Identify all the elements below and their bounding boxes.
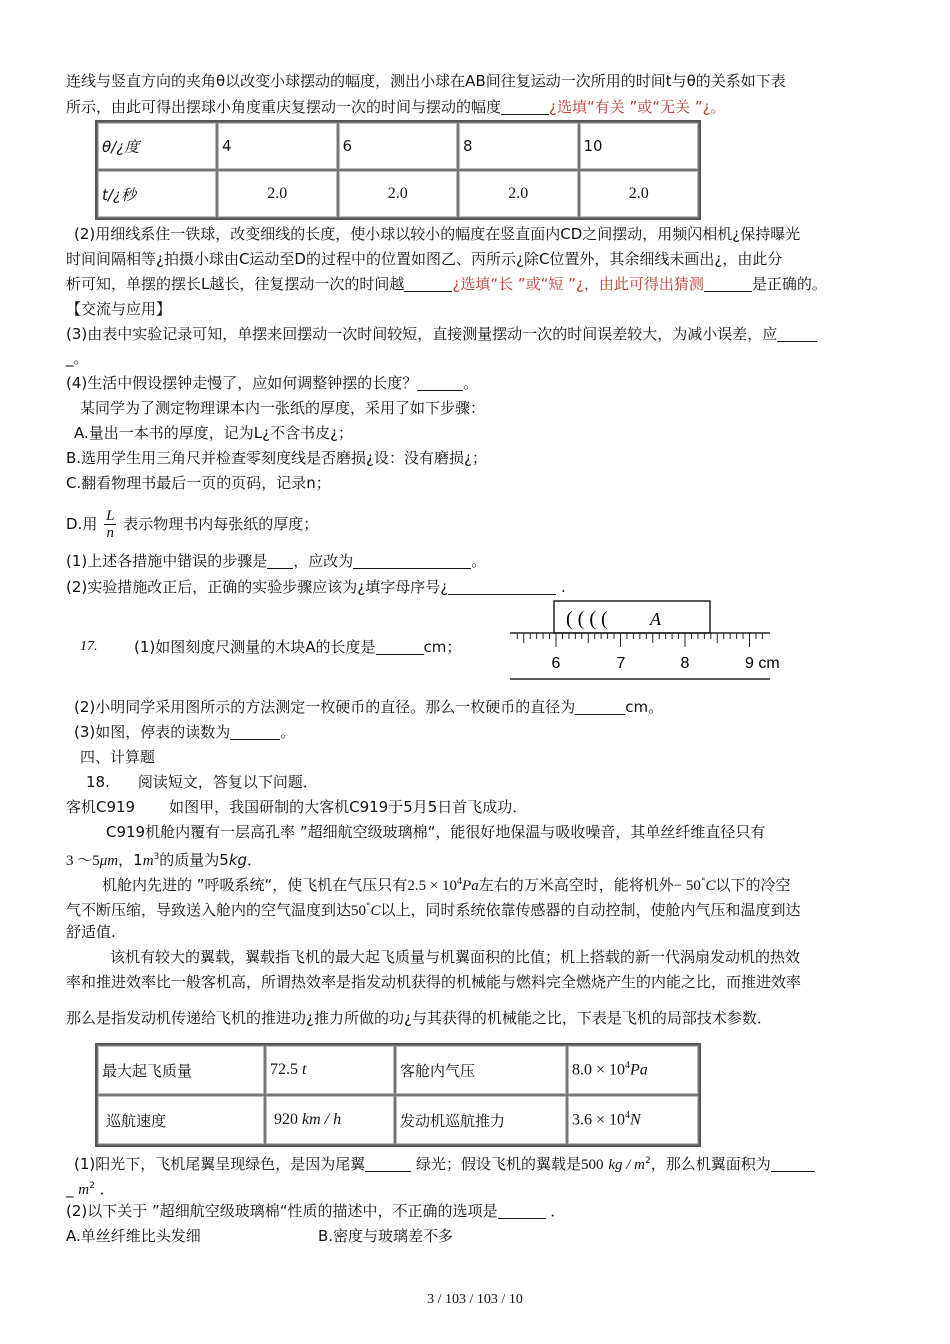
q18-para3-line2: 率和推进效率比一般客机高，所谓热效率是指发动机获得的机械能与燃料完全燃烧产生的内能之比，而推进效率: [66, 973, 802, 991]
fraction-denominator: n: [106, 525, 115, 541]
q17-p1-unit: cm；: [423, 638, 462, 656]
table-cell: 2.0: [217, 170, 338, 218]
thickness-q1-mid: ，应改为: [293, 552, 354, 570]
q18-q2: [66, 1200, 565, 1222]
inside-temp-value: 50: [351, 903, 367, 919]
thickness-q2-end: .: [560, 578, 566, 596]
q16-line2: [66, 96, 726, 118]
para2-text-b: 左右的万米高空时，能将机外: [478, 876, 674, 894]
q18-header: [86, 771, 318, 793]
ruler-figure: [508, 595, 798, 681]
q18-q1-line2: _ $m^2$ ．: [66, 1180, 115, 1198]
para2-text-d: 气不断压缩，导致送入舱内的空气温度到达: [66, 901, 352, 919]
answer-blank[interactable]: [230, 723, 280, 740]
q17-p1-text: (1)如图刻度尺测量的木块A的长度是: [134, 638, 376, 656]
pressure-exponent: 4: [457, 876, 463, 887]
q17-p3: [74, 721, 295, 743]
answer-blank[interactable]: [404, 275, 452, 292]
thickness-q2: [66, 576, 566, 598]
section-calculation-heading: 四、计算题: [80, 748, 156, 766]
q18-para1-line2: 3 ～5μm，$1m^3$的质量为5kg．: [66, 851, 263, 869]
step-d-suffix: 表示物理书内每张纸的厚度；: [123, 515, 319, 533]
q18-intro: 阅读短文，答复以下问题．: [137, 773, 318, 791]
q17-p2-text: (2)小明同学采用图所示的方法测定一枚硬币的直径。那么一枚硬币的直径为: [74, 698, 576, 716]
ruler-label-7: 7: [616, 655, 626, 672]
unit-m2: m: [78, 1182, 90, 1198]
exchange-heading: 【交流与应用】: [66, 300, 172, 318]
thickness-q1: [66, 550, 486, 572]
q18-para2-line3: 舒适值.: [66, 923, 116, 941]
q18-q1-line2-end: ．: [99, 1180, 115, 1198]
answer-blank[interactable]: [365, 1155, 411, 1172]
q17-p2-unit: cm。: [625, 698, 664, 716]
q18-q1-mid: 绿光；假设飞机的翼载是: [416, 1155, 582, 1173]
unit-celsius: C: [705, 878, 716, 894]
q18-q2-text: (2)以下关于 ”超细航空级玻璃棉“性质的描述中，不正确的选项是: [66, 1202, 498, 1220]
block-marks: ( ( ( (: [566, 608, 608, 630]
q18-q1-text: (1)阳光下，飞机尾翼呈现绿色，是因为尾翼: [74, 1155, 366, 1173]
thickness-step-a: A.量出一本书的厚度，记为L¿不含书皮¿；: [74, 424, 354, 442]
theta-time-table: [95, 120, 701, 220]
q17-p3-text: (3)如图，停表的读数为: [74, 723, 231, 741]
thickness-step-b: B.选用学生用三角尺并检查零刻度线是否磨损¿设：没有磨损¿；: [66, 449, 487, 467]
q16-line1: 连线与竖直方向的夹角θ以改变小球摆动的幅度，测出小球在AB间往复运动一次所用的时间t与θ的关系如下表: [66, 72, 786, 90]
spec-label: 发动机巡航推力: [395, 1095, 567, 1145]
unit-kg: kg: [228, 851, 248, 869]
step-d-prefix: D.用: [66, 515, 98, 533]
unit-kg-per-m2: kg / m: [608, 1157, 645, 1173]
fraction-numerator: L: [106, 508, 115, 524]
q18-q2-end: ．: [550, 1202, 566, 1220]
thickness-q2-text: (2)实验措施改正后，正确的实验步骤应该为¿填字母序号¿: [66, 578, 449, 596]
q18-number: 18.: [86, 773, 110, 791]
q18-para3-line1: 该机有较大的翼载，翼载指飞机的最大起飞质量与机翼面积的比值；机上搭载的新一代涡扇发动机的热效: [110, 948, 801, 966]
answer-blank[interactable]: [417, 374, 463, 391]
article-title: 客机C919: [66, 798, 136, 816]
answer-blank[interactable]: [575, 698, 625, 715]
ruler-label-8: 8: [680, 655, 690, 672]
fraction-l-over-n: [104, 508, 116, 541]
table-cell: 8: [458, 122, 579, 170]
spec-value: 72.5 t: [265, 1045, 395, 1095]
q16-p3-line2: _。: [66, 349, 89, 367]
q18-para2-line2: 气不断压缩，导致送入舱内的空气温度到达50°C以上，同时系统依靠传感器的自动控制，使舱内气压和温度到达: [66, 901, 801, 919]
q18-para2-line1: 机舱内先进的 ”呼吸系统“，使飞机在气压只有$2.5 \times 10^4Pa$左右的万米高空时，能将机外− 50°C以下的冷空: [102, 876, 791, 894]
blank-continuation: _: [66, 1180, 74, 1198]
table-cell: 2.0: [458, 170, 579, 218]
answer-blank[interactable]: [501, 98, 549, 115]
answer-blank[interactable]: [771, 1155, 815, 1172]
thickness-q1-text: (1)上述各措施中错误的步骤是: [66, 552, 268, 570]
table-header-time: t/¿秒: [97, 170, 217, 218]
q16-p3-line1: [66, 323, 817, 345]
q16-p2-line3-end: 是正确的。: [751, 275, 827, 293]
answer-blank[interactable]: [777, 325, 817, 342]
q18-option-a[interactable]: A.单丝纤维比头发细: [66, 1227, 201, 1245]
spec-label: 客舱内气压: [395, 1045, 567, 1095]
q16-p4-text: (4)生活中假设摆钟走慢了，应如何调整钟摆的长度？: [66, 374, 418, 392]
q17-p3-end: 。: [280, 723, 296, 741]
q17-number: 17.: [80, 639, 98, 654]
page-footer: 3 / 103 / 103 / 10: [427, 1292, 523, 1307]
thickness-step-c: C.翻看物理书最后一页的页码，记录n；: [66, 474, 331, 492]
block-label: A: [650, 609, 661, 629]
table-cell: 2.0: [338, 170, 459, 218]
q16-p2-line2: 时间间隔相等¿拍摄小球由C运动至D的过程中的位置如图乙、丙所示¿除C位置外，其余细线未画出¿，由此分: [66, 250, 783, 268]
spec-label: 巡航速度: [97, 1095, 265, 1145]
thickness-q1-end: 。: [471, 552, 487, 570]
answer-blank[interactable]: [376, 638, 424, 655]
para2-text-a: 机舱内先进的 ”呼吸系统“，使飞机在气压只有: [102, 876, 408, 894]
table-header-theta: θ/¿度: [97, 122, 217, 170]
unit-pa: Pa: [462, 878, 479, 894]
ruler-ticks: [517, 633, 762, 647]
q17-p1: [134, 636, 461, 658]
q18-title-line: [66, 796, 527, 818]
unit-micrometer: μm: [99, 853, 119, 869]
q18-q1-end: ，那么机翼面积为: [650, 1155, 771, 1173]
q16-p2-line3-hint: ¿选填“长 ”或“短 ”¿，由此可得出猜测: [452, 275, 704, 293]
thickness-intro: 某同学为了测定物理课本内一张纸的厚度，采用了如下步骤：: [80, 399, 486, 417]
q16-line2-hint: ¿选填“有关 ”或“无关 ”¿。: [549, 98, 726, 116]
volume-prefix: ，1: [118, 851, 143, 869]
q16-p2-line3-text: 析可知，单摆的摆长L越长，往复摆动一次的时间越: [66, 275, 405, 293]
q18-para1-line1: C919机舱内覆有一层高孔率 ”超细航空级玻璃棉“，能很好地保温与吸收噪音，其单丝纤维直径只有: [106, 823, 766, 841]
spec-label: 最大起飞质量: [97, 1045, 265, 1095]
q16-p3-text: (3)由表中实验记录可知，单摆来回摆动一次时间较短，直接测量摆动一次的时间误差较大，为减小误差，应: [66, 325, 778, 343]
spec-value: $8.0 \times 10^4Pa$: [567, 1045, 699, 1095]
q16-p2-line3: [66, 273, 827, 295]
table-cell: 6: [338, 122, 459, 170]
spec-value: $3.6 \times 10^4N$: [567, 1095, 699, 1145]
table-cell: 2.0: [579, 170, 700, 218]
para2-text-e: 以上，同时系统依靠传感器的自动控制，使舱内气压和温度到达: [380, 901, 801, 919]
q17-p2: [74, 696, 663, 718]
q16-p4-end: 。: [463, 374, 479, 392]
fiber-diameter-range: 3 ～5: [66, 853, 100, 869]
outside-temp-value: − 50: [673, 878, 701, 894]
table-cell: 10: [579, 122, 700, 170]
unit-celsius: C: [370, 903, 381, 919]
q16-p4: [66, 372, 478, 394]
spec-value: 920 km / h: [265, 1095, 395, 1145]
table-cell: 4: [217, 122, 338, 170]
article-lead: 如图甲，我国研制的大客机C919于5月5日首飞成功．: [169, 798, 528, 816]
q18-para3-line3: 那么是指发动机传递给飞机的推进功¿推力所做的功¿与其获得的机械能之比，下表是飞机的局部技术参数．: [66, 1009, 772, 1027]
answer-blank[interactable]: [267, 552, 293, 569]
para2-text-c: 以下的冷空: [715, 876, 791, 894]
unit-meter: m: [142, 853, 154, 869]
wing-load-value: 500: [581, 1157, 604, 1173]
thickness-step-d: [66, 508, 318, 541]
answer-blank[interactable]: [448, 578, 556, 595]
pressure-value: 2.5 × 10: [407, 878, 458, 894]
para1-end: ．: [247, 851, 263, 869]
ruler-label-9: 9 cm: [745, 655, 780, 672]
q18-option-b[interactable]: B.密度与玻璃差不多: [318, 1227, 454, 1245]
aircraft-specs-table: [95, 1043, 701, 1147]
mass-text: 的质量为5: [159, 851, 229, 869]
ruler-label-6: 6: [551, 655, 561, 672]
q16-line2-text: 所示，由此可得出摆球小角度重庆复摆动一次的时间与摆动的幅度: [66, 98, 502, 116]
answer-blank[interactable]: [704, 275, 752, 292]
q16-p2-line1: (2)用细线系住一铁球，改变细线的长度，使小球以较小的幅度在竖直面内CD之间摆动，用频闪相机¿保持曝光: [74, 225, 801, 243]
answer-blank[interactable]: [353, 552, 471, 569]
q18-q1: (1)阳光下，飞机尾翼呈现绿色，是因为尾翼 绿光；假设飞机的翼载是500 kg / $m^2$，那么机翼面积为: [74, 1150, 815, 1176]
answer-blank[interactable]: [498, 1202, 546, 1219]
